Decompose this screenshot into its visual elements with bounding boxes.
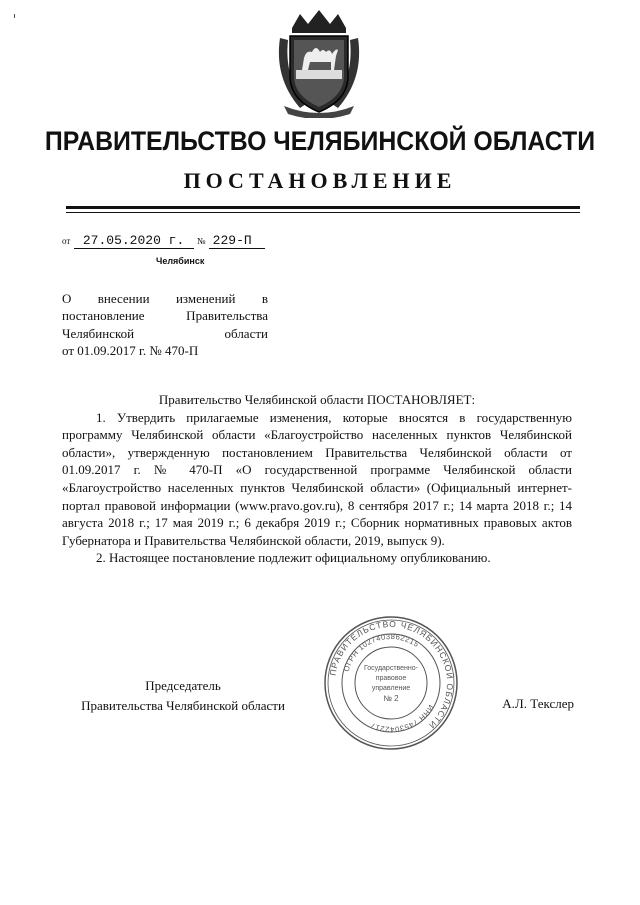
header-rule-thick (66, 206, 580, 209)
svg-text:ИНН 7453042217 (369, 703, 436, 734)
stamp-center-line: Государственно- (363, 665, 419, 672)
stamp-outer-text: ПРАВИТЕЛЬСТВО ЧЕЛЯБИНСКОЙ ОБЛАСТИ (327, 618, 456, 732)
signatory-role (62, 676, 304, 716)
stamp-inn-text: ИНН 7453042217 (368, 703, 436, 735)
stamp-center-line: правовое (375, 675, 407, 682)
official-stamp (322, 614, 460, 752)
stamp-center-line: № 2 (383, 694, 399, 703)
header-rule-thin (66, 212, 580, 213)
signatory-name: А.Л. Текслер (502, 696, 574, 711)
body-text (62, 391, 572, 567)
subject-line: О внесении изменений в (62, 291, 268, 306)
stamp-ogrn-text: ОГРН 1027403862215 (341, 631, 421, 673)
stamp-center-line: управление (371, 685, 411, 692)
item-1: 1. Утвердить прилагаемые изменения, которые вносятся в государственную программу Челябинской области «Благоустройство населенных пунктов Челябинской области», утвержденную постановлением Правительства Челябинской области от 01.09.2017 г. № 470-П «О государственной программе Челябинской области «Благоустройство населенных пунктов Челябинской области» (Официальный интернет-портал правовой информации (www.pravo.gov.ru), 8 сентября 2017 г.; 14 марта 2018 г.; 14 августа 2018 г.; 17 мая 2019 г.; 6 декабря 2019 г.; Сборник нормативных правовых актов Губернатора и Правительства Челябинской области, 2019, выпуск 9). (62, 409, 572, 548)
role-line-1: Председатель (145, 678, 221, 693)
subject-line: постановление Правительства (62, 308, 268, 324)
org-title: ПРАВИТЕЛЬСТВО ЧЕЛЯБИНСКОЙ ОБЛАСТИ (44, 126, 596, 156)
preamble: Правительство Челябинской области ПОСТАНОВЛЯЕТ: (158, 392, 476, 407)
from-label: от (62, 236, 71, 246)
subject-block (62, 290, 268, 360)
scan-mark (14, 14, 15, 18)
date-field: 27.05.2020 г. (74, 233, 194, 249)
item-2: 2. Настоящее постановление подлежит официальному опубликованию. (96, 550, 491, 566)
city-label: Челябинск (156, 256, 205, 266)
number-field: 229-П (209, 233, 265, 249)
dateline (62, 232, 265, 249)
role-line-2: Правительства Челябинской области (81, 698, 285, 713)
doc-type-title: ПОСТАНОВЛЕНИЕ (183, 168, 457, 193)
coat-of-arms-icon (270, 8, 368, 118)
subject-line: Челябинской области (62, 325, 268, 341)
number-label: № (196, 236, 206, 246)
subject-line: от 01.09.2017 г. № 470-П (62, 343, 199, 359)
